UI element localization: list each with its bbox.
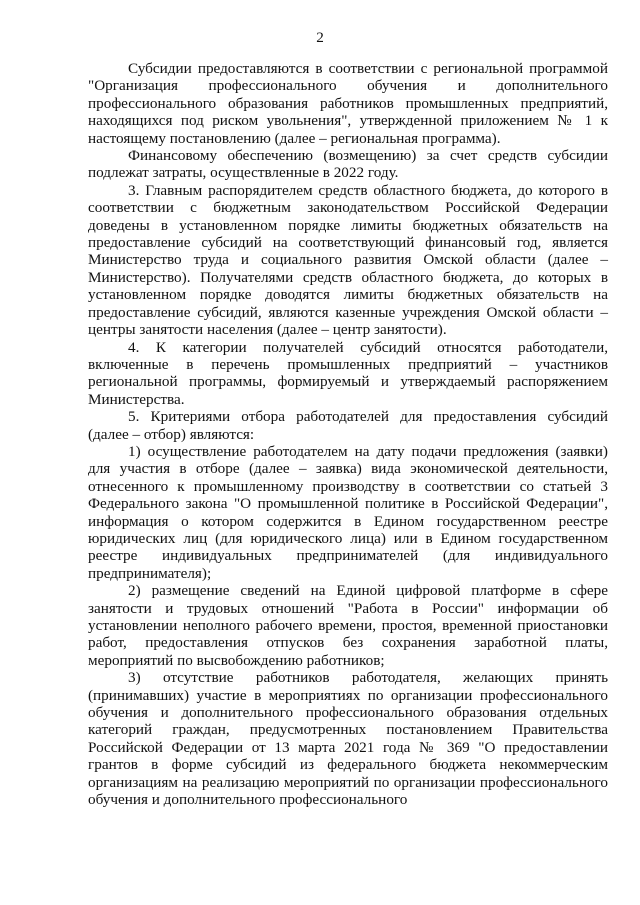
paragraph-5-selection-criteria: 5. Критериями отбора работодателей для предоставления субсидий (далее – отбор) являются: [88,408,608,443]
document-body [88,60,608,808]
paragraph-4-recipients: 4. К категории получателей субсидий относятся работодатели, включенные в перечень промышленных предприятий – участников региональной программы, формируемый и утверждаемый распоряжением Министерства. [88,338,608,408]
criterion-2-work-in-russia-platform: 2) размещение сведений на Единой цифровой платформе в сфере занятости и трудовых отношений "Работа в России" информации об установлении неполного рабочего времени, простоя, временной приостановки работ, предоставления отпусков без сохранения заработной платы, мероприятий по высвобождению работников; [88,582,608,669]
paragraph-3-budget-manager: 3. Главным распорядителем средств областного бюджета, до которого в соответствии с бюджетным законодательством Российской Федерации доведены в установленном порядке лимиты бюджетных обязательств на предоставление субсидий на соответствующий финансовый год, является Министерство труда и социального развития Омской области (далее – Министерство). Получателями средств областного бюджета, до которых в установленном порядке доводятся лимиты бюджетных обязательств на предоставление субсидий, являются казенные учреждения Омской области – центры занятости населения (далее – центр занятости). [88,181,608,339]
paragraph-financing-2022: Финансовому обеспечению (возмещению) за счет средств субсидии подлежат затраты, осуществленные в 2022 году. [88,147,608,182]
paragraph-subsidy-program: Субсидии предоставляются в соответствии с региональной программой "Организация профессионального обучения и дополнительного профессионального образования работников промышленных предприятий, находящихся под риском увольнения", утвержденной приложением № 1 к настоящему постановлению (далее – региональная программа). [88,60,608,147]
page-number: 2 [316,29,324,46]
criterion-1-industrial-activity: 1) осуществление работодателем на дату подачи предложения (заявки) для участия в отборе (далее – заявка) вида экономической деятельности, отнесенного к промышленному производству в соответствии со статьей 3 Федерального закона "О промышленной политике в Российской Федерации", информация о котором содержится в Едином государственном реестре юридических лиц (для юридического лица) или в Едином государственном реестре индивидуальных предпринимателей (для индивидуального предпринимателя); [88,442,608,582]
criterion-3-no-participating-workers: 3) отсутствие работников работодателя, желающих принять (принимавших) участие в мероприятиях по организации профессионального обучения и дополнительного профессионального образования отдельных категорий граждан, предусмотренных постановлением Правительства Российской Федерации от 13 марта 2021 года № 369 "О предоставлении грантов в форме субсидий из федерального бюджета некоммерческим организациям на реализацию мероприятий по организации профессионального обучения и дополнительного профессионального [88,669,608,809]
